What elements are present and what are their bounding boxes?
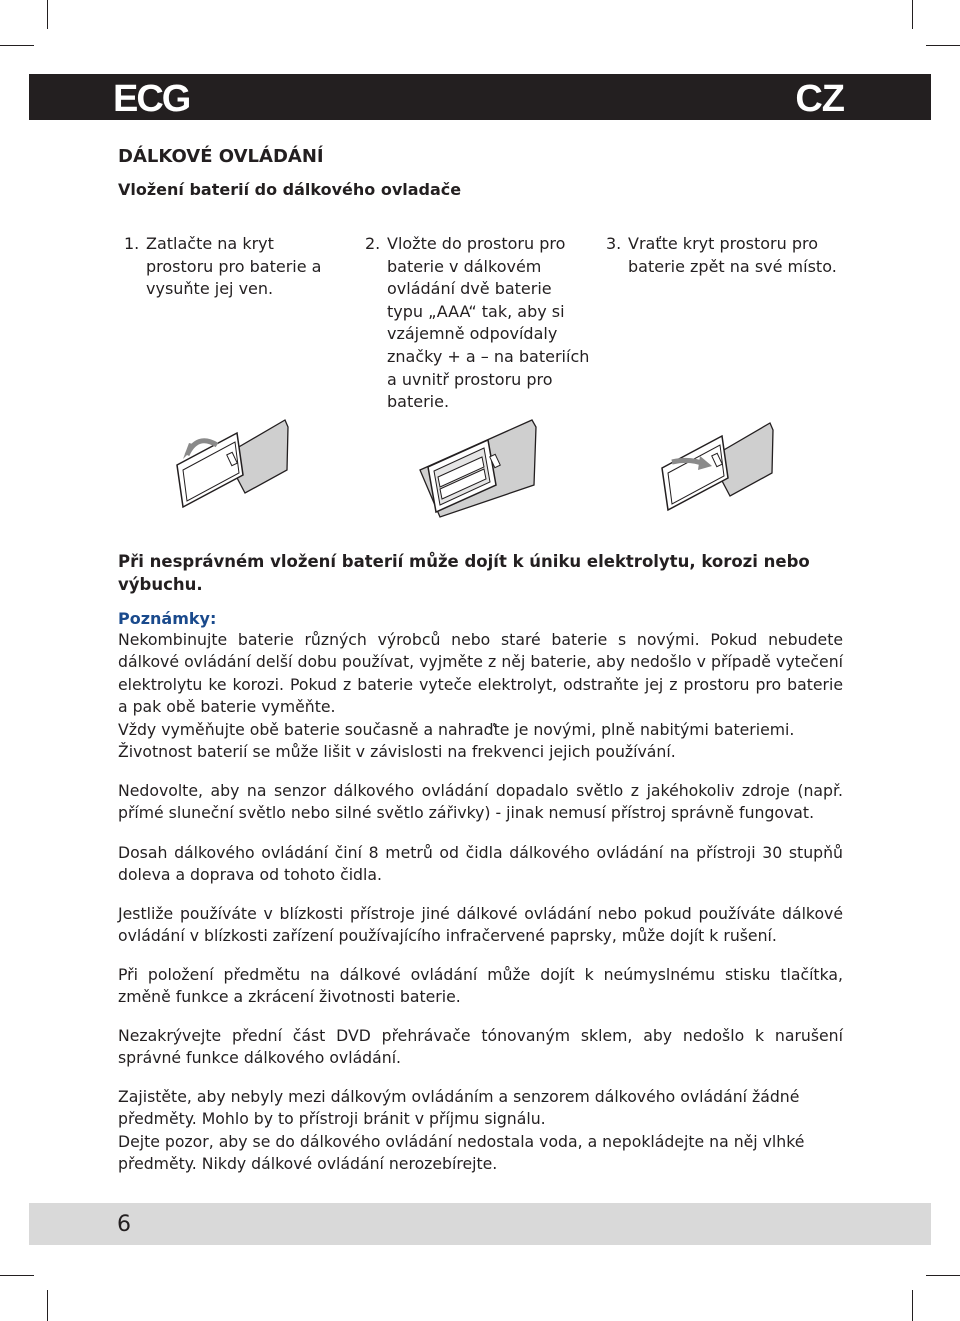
- crop-mark: [912, 0, 913, 29]
- battery-warning: Při nesprávném vložení baterií může dojít k úniku elektrolytu, korozi nebo výbuchu.: [118, 552, 810, 594]
- remote-cover-open-illustration: [165, 415, 295, 515]
- notes-heading: Poznámky:: [118, 609, 217, 628]
- page-number: 6: [117, 1212, 131, 1237]
- step-number: 1.: [124, 234, 140, 253]
- step-text: Zatlačte na kryt prostoru pro baterie a vysuňte jej ven.: [146, 234, 322, 299]
- notes-text: Nekombinujte baterie různých výrobců nebo staré baterie s novými. Pokud nebudete dálkové ovládání delší dobu používat, vyjměte z něj baterie, aby nedošlo v případě vytečení elektrolytu ke korozi. Pokud z baterie vyteče elektrolyt, odstraňte jej z prostoru pro baterie a pak obě baterie vyměňte.: [118, 630, 843, 717]
- footer-bar: [29, 1203, 931, 1245]
- notes-paragraph-1: [118, 629, 843, 763]
- remote-batteries-illustration: [410, 415, 540, 520]
- notes-text: Dejte pozor, aby se do dálkového ovládání nedostala voda, a nepokládejte na něj vlhké předměty. Nikdy dálkové ovládání nerozebírejte.: [118, 1131, 805, 1174]
- notes-paragraph-6: Nezakrývejte přední část DVD přehrávače tónovaným sklem, aby nedošlo k narušení správné funkce dálkového ovládání.: [118, 1026, 843, 1068]
- notes-paragraph-7: [118, 1086, 843, 1176]
- crop-mark: [912, 1290, 913, 1321]
- section-title: DÁLKOVÉ OVLÁDÁNÍ: [118, 146, 324, 167]
- notes-paragraph-3: Dosah dálkového ovládání činí 8 metrů od čidla dálkového ovládání na přístroji 30 stupňů doleva a doprava od tohoto čidla.: [118, 843, 843, 885]
- notes-paragraph-5: Při položení předmětu na dálkové ovládání může dojít k neúmyslnému stisku tlačítka, změně funkce a zkrácení životnosti baterie.: [118, 965, 843, 1007]
- notes-text: Životnost baterií se může lišit v závislosti na frekvenci jejich používání.: [118, 742, 676, 762]
- step-2: [365, 233, 595, 414]
- section-subtitle: Vložení baterií do dálkového ovladače: [118, 180, 462, 199]
- language-code: CZ: [795, 78, 844, 120]
- crop-mark: [926, 45, 960, 46]
- crop-mark: [926, 1275, 960, 1276]
- notes-paragraph-2: Nedovolte, aby na senzor dálkového ovládání dopadalo světlo z jakéhokoliv zdroje (např. přímé sluneční světlo nebo silné světlo zářivky) - jinak nemusí přístroj správně fungovat.: [118, 781, 843, 823]
- crop-mark: [0, 1275, 34, 1276]
- notes-text: Zajistěte, aby nebyly mezi dálkovým ovládáním a senzorem dálkového ovládání žádné předměty. Mohlo by to přístroji bránit v příjmu signálu.: [118, 1087, 800, 1129]
- step-number: 2.: [365, 234, 381, 253]
- crop-mark: [47, 0, 48, 29]
- crop-mark: [47, 1290, 48, 1321]
- notes-text: Vždy vyměňujte obě baterie současně a nahraďte je novými, plně nabitými bateriemi.: [118, 719, 795, 739]
- notes-paragraph-4: Jestliže používáte v blízkosti přístroje jiné dálkové ovládání nebo pokud používáte dálkové ovládání v blízkosti zařízení používajícího infračervené paprsky, může dojít k rušení.: [118, 904, 843, 946]
- step-1: [124, 233, 344, 301]
- step-number: 3.: [606, 234, 622, 253]
- step-3: [606, 233, 846, 278]
- remote-cover-close-illustration: [650, 418, 780, 518]
- header-bar: [29, 74, 931, 120]
- step-text: Vraťte kryt prostoru pro baterie zpět na své místo.: [628, 234, 837, 276]
- step-text: Vložte do prostoru pro baterie v dálkovém ovládání dvě baterie typu „AAA“ tak, aby si vzájemně odpovídaly značky + a – na bateriích a uvnitř prostoru pro baterie.: [387, 234, 590, 412]
- crop-mark: [0, 45, 34, 46]
- brand-logo: ECG: [113, 78, 190, 120]
